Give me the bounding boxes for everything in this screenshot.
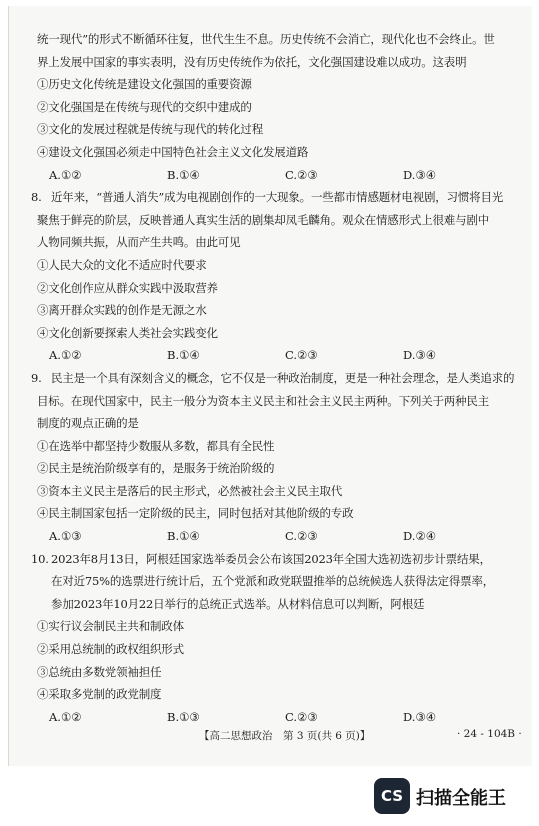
q10-stem-line (31, 548, 521, 571)
q7-choices (37, 164, 521, 187)
option-item: ②民主是统治阶级享有的，是服务于统治阶级的 (37, 461, 275, 476)
text-line: 统一现代”的形式不断循环往复，世代生生不息。历史传统不会消亡，现代化也不会终止。世 (37, 32, 495, 46)
q9-stem-line: 制度的观点正确的是 (37, 416, 139, 431)
option-item: ①实行议会制民主共和制政体 (37, 619, 184, 634)
page-number-label: 【高二思想政治 第 3 页(共 6 页)】 (199, 730, 371, 742)
stem-text: 近年来，“普通人消失”成为电视剧创作的一大现象。一些都市情感题材电视剧，习惯将目光 (51, 190, 504, 205)
q10-stem-line: 在对近75%的选票进行统计后，五个党派和政党联盟推举的总统候选人获得法定得票率， (51, 574, 495, 589)
q8-stem-line: 聚焦于鲜亮的阶层，反映普通人真实生活的剧集却凤毛麟角。观众在情感形式上很难与剧中 (37, 212, 489, 227)
camscanner-watermark-text: 扫描全能王 (416, 788, 506, 809)
option-item: ②文化创作应从群众实践中汲取营养 (37, 280, 218, 295)
choice-c: C.②③ (285, 709, 318, 724)
choice-d: D.③④ (403, 709, 437, 724)
option-item: ④民主制国家包括一定阶级的民主，同时包括对其他阶级的专政 (37, 506, 354, 521)
question-number: 10. (31, 551, 49, 566)
choice-a: A.①② (49, 709, 82, 724)
choice-a: A.①③ (49, 529, 82, 544)
option-item: ①历史文化传统是建设文化强国的重要资源 (37, 77, 252, 92)
option-item: ②采用总统制的政权组织形式 (37, 642, 184, 657)
q10-choices (37, 706, 521, 729)
stem-text: 2023年8月13日，阿根廷国家选举委员会公布该国2023年全国大选初选初步计票结果， (51, 551, 491, 566)
camscanner-logo-icon: CS (374, 778, 410, 814)
option-item: ③文化的发展过程就是传统与现代的转化过程 (37, 122, 263, 137)
option-item: ③总统由多数党领袖担任 (37, 664, 162, 679)
choice-b: B.①④ (167, 529, 200, 544)
choice-b: B.①③ (167, 709, 200, 724)
choice-b: B.①④ (167, 167, 200, 182)
choice-c: C.②③ (285, 348, 318, 363)
option-item: ③资本主义民主是落后的民主形式，必然被社会主义民主取代 (37, 483, 343, 498)
question-number: 9. (31, 370, 42, 385)
stem-text: 民主是一个具有深刻含义的概念，它不仅是一种政治制度，更是一种社会理念，是人类追求的 (51, 370, 515, 385)
choice-d: D.②④ (403, 529, 437, 544)
option-item: ④文化创新要探索人类社会实践变化 (37, 325, 218, 340)
choice-d: D.③④ (403, 348, 437, 363)
exam-page (8, 6, 532, 766)
choice-c: C.②③ (285, 529, 318, 544)
q9-choices (37, 525, 521, 548)
q10-stem-line: 参加2023年10月22日举行的总统正式选举。从材料信息可以判断，阿根廷 (51, 596, 425, 611)
question-number: 8. (31, 190, 42, 205)
option-item: ④建设文化强国必须走中国特色社会主义文化发展道路 (37, 144, 309, 159)
option-item: ④采取多党制的政党制度 (37, 687, 162, 702)
option-item: ①在选举中都坚持少数服从多数，都具有全民性 (37, 438, 275, 453)
choice-c: C.②③ (285, 167, 318, 182)
choice-a: A.①② (49, 348, 82, 363)
q9-stem-line (31, 367, 521, 390)
page-content (31, 28, 521, 728)
q9-stem-line: 目标。在现代国家中，民主一般分为资本主义民主和社会主义民主两种。下列关于两种民主 (37, 393, 489, 408)
option-item: ①人民大众的文化不适应时代要求 (37, 257, 207, 272)
option-item: ③离开群众实践的创作是无源之水 (37, 303, 207, 318)
option-item: ②文化强国是在传统与现代的交织中建成的 (37, 99, 252, 114)
choice-b: B.①④ (167, 348, 200, 363)
q8-stem-line (31, 186, 521, 209)
q8-stem-line: 人物同频共振，从而产生共鸣。由此可见 (37, 235, 241, 250)
exam-code: · 24 - 104B · (457, 728, 522, 740)
choice-a: A.①② (49, 167, 82, 182)
text-line: 界上发展中国家的事实表明，没有历史传统作为依托，文化强国建设难以成功。这表明 (37, 54, 467, 69)
q8-choices (37, 344, 521, 367)
choice-d: D.③④ (403, 167, 437, 182)
